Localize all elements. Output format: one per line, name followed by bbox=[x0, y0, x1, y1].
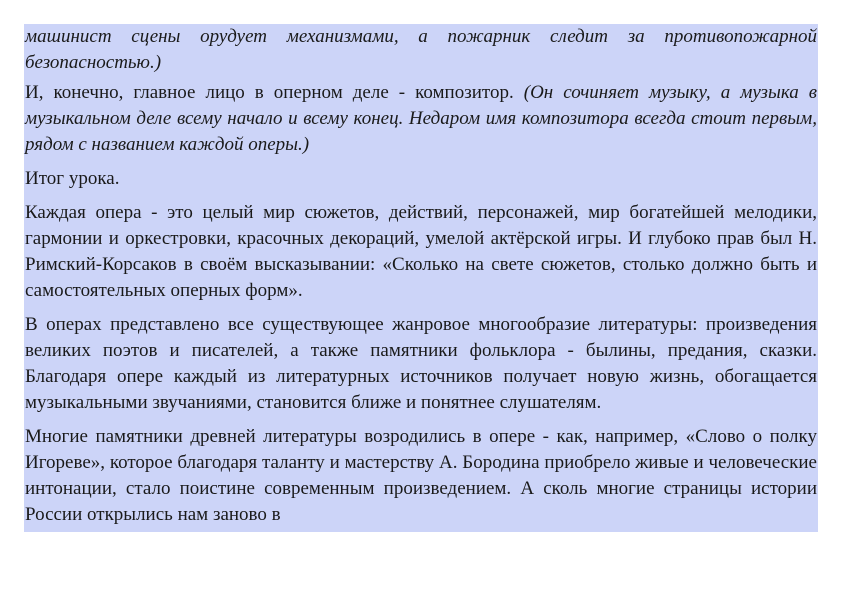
paragraph-composer bbox=[24, 80, 818, 158]
text-highlight-block bbox=[24, 24, 818, 532]
composer-remark: (Он сочиняет музыку, а музыка в музыкальном деле всему начало и всему конец. Недаром имя композитора всегда стоит первым, рядом с названием каждой оперы.) bbox=[25, 82, 817, 155]
paragraph-lesson-summary-heading: Итог урока. bbox=[25, 168, 120, 189]
paragraph-literature-genres: В операх представлено все существующее жанровое многообразие литературы: произведения великих поэтов и писателей, а также памятники фольклора - былины, предания, сказки. Благодаря опере каждый из литературных источников получает новую жизнь, обогащается музыкальными звучаниями, становится ближе и понятнее слушателям. bbox=[25, 314, 817, 413]
paragraph-stage-machinist: машинист сцены орудует механизмами, а пожарник следит за противопожарной безопасностью.) bbox=[25, 26, 817, 73]
composer-sentence: И, конечно, главное лицо в оперном деле - композитор. bbox=[25, 82, 514, 103]
paragraph-opera-world: Каждая опера - это целый мир сюжетов, действий, персонажей, мир богатейшей мелодики, гармонии и оркестровки, красочных декораций, умелой актёрской игры. И глубоко прав был Н. Римский-Корсаков в своём высказывании: «Сколько на свете сюжетов, столько должно быть и самостоятельных оперных форм». bbox=[25, 202, 817, 301]
paragraph-ancient-literature: Многие памятники древней литературы возродились в опере - как, например, «Слово о полку Игореве», которое благодаря таланту и мастерству А. Бородина приобрело живые и человеческие интонации, стало поистине современным произведением. А сколь многие страницы истории России открылись нам заново в bbox=[25, 426, 817, 525]
